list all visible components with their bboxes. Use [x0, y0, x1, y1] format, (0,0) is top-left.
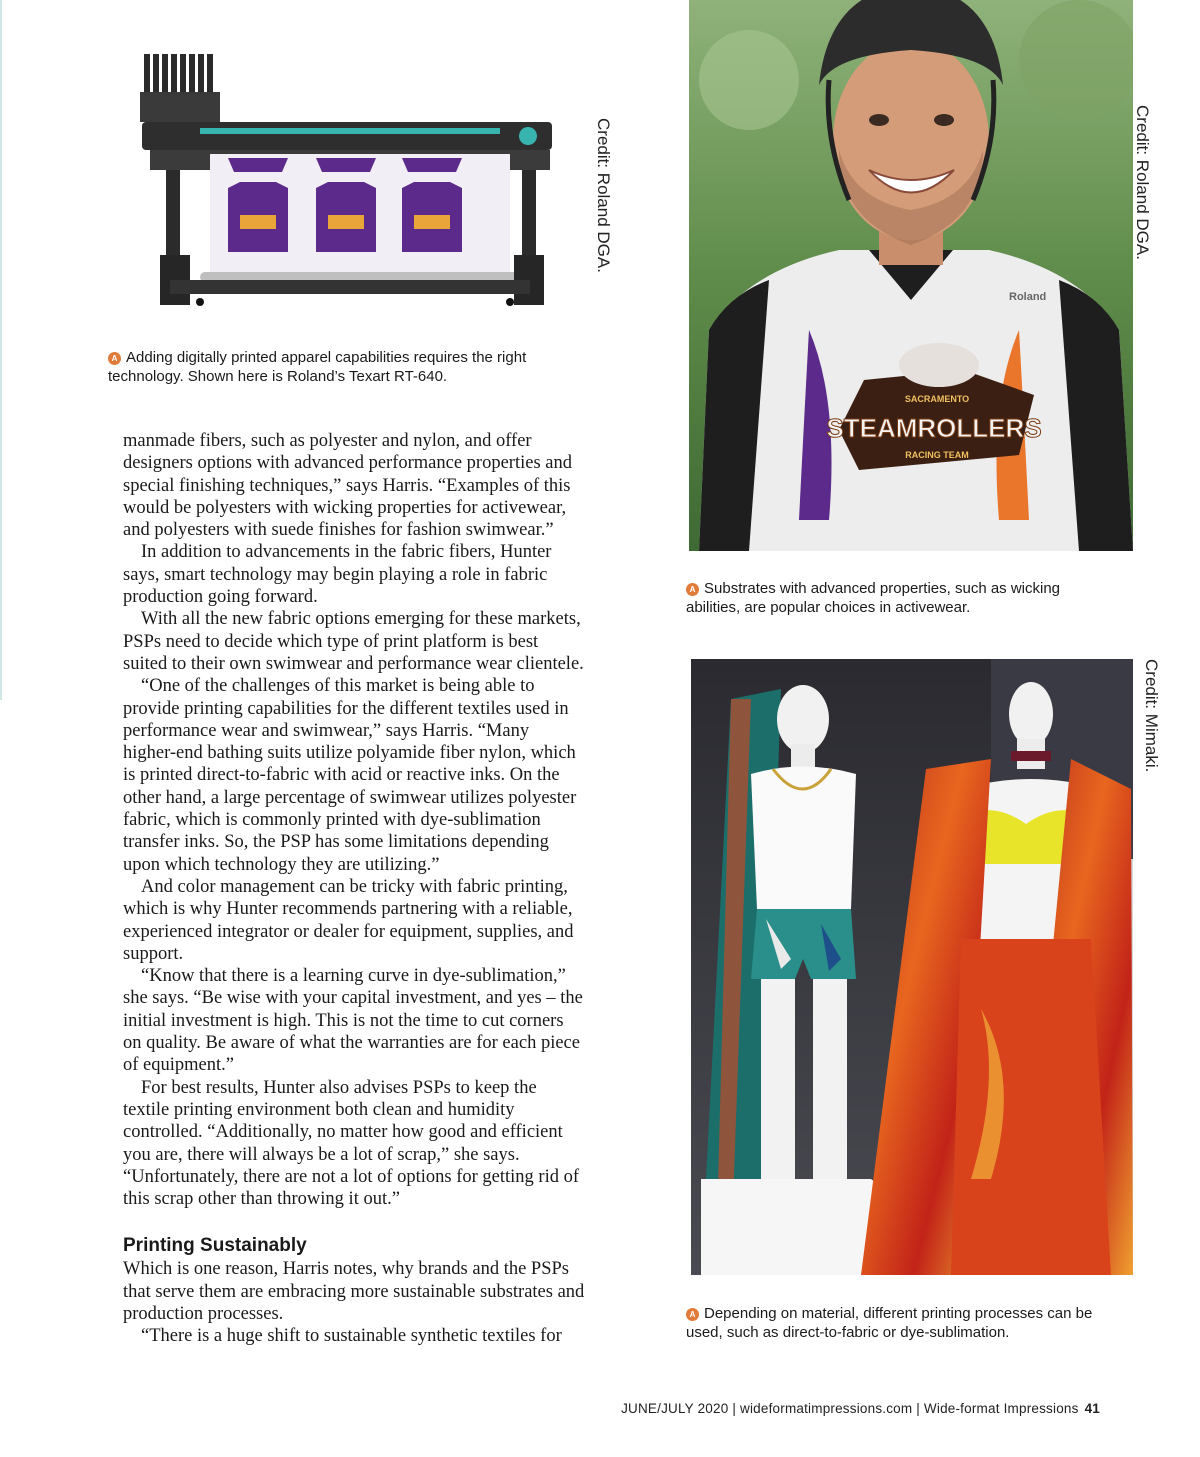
article-paragraph: “One of the challenges of this market is being able to provide printing capabilities for the different textiles used in performance wear and swimwear,” says Harris. “Many higher-end bathing suits utilize polyamide fiber nylon, which is printed direct-to-fabric with acid or reactive inks. On the other hand, a large percentage of swimwear utilizes polyester fabric, which is commonly printed with dye-sublimation transfer inks. So, the PSP has some limitations depending upon which technology they are utilizing.” [123, 676, 577, 875]
page-footer [621, 1401, 1100, 1416]
article-paragraph: “There is a huge shift to sustainable synthetic textiles for [141, 1326, 562, 1347]
mannequins-caption-text: Depending on material, different printing processes can be used, such as direct-to-fabric or dye-sublimation. [686, 1305, 1093, 1341]
printer-caption [108, 348, 548, 386]
jersey-sub-text: RACING TEAM [905, 450, 969, 460]
article-paragraph: In addition to advancements in the fabric fibers, Hunter says, smart technology may begin playing a role in fabric production going forward. [123, 542, 552, 608]
caption-marker-icon: A [686, 1308, 699, 1321]
cyclist-caption [686, 579, 1106, 617]
printer-credit: Credit: Roland DGA. [594, 118, 613, 273]
article-paragraph: For best results, Hunter also advises PSPs to keep the textile printing environment both clean and humidity controlled. “Additionally, no matter how good and efficient you are, there will always be a lot of scrap,” she says. “Unfortunately, there are not a lot of options for getting rid of this scrap other than throwing it out.” [123, 1077, 580, 1210]
cyclist-photo [689, 0, 1133, 551]
article-paragraph: manmade fibers, such as polyester and nylon, and offer designers options with advanced performance properties and special finishing techniques,” says Harris. “Examples of this would be polyesters with wicking properties for activewear, and polyesters with suede finishes for fashion swimwear.” [123, 431, 572, 541]
cyclist-caption-text: Substrates with advanced properties, such as wicking abilities, are popular choices in activewear. [686, 580, 1061, 616]
mannequins-credit: Credit: Mimaki. [1142, 659, 1161, 773]
caption-marker-icon: A [686, 583, 699, 596]
caption-marker-icon: A [108, 352, 121, 365]
printer-image [130, 40, 570, 320]
page-edge-line [0, 0, 2, 700]
mannequins-photo [691, 659, 1133, 1275]
article-paragraph: And color management can be tricky with fabric printing, which is why Hunter recommends partnering with a reliable, experienced integrator or dealer for equipment, supplies, and support. [123, 876, 574, 964]
article-paragraph: “Know that there is a learning curve in dye-sublimation,” she says. “Be wise with your capital investment, and yes – the initial investment is high. This is not the time to cut corners on quality. Be aware of what the warranties are for each piece of equipment.” [123, 966, 583, 1076]
article-paragraph: With all the new fabric options emerging for these markets, PSPs need to decide which type of print platform is best suited to their own swimwear and performance wear clientele. [123, 609, 584, 674]
section-heading: Printing Sustainably [123, 1235, 307, 1257]
footer-text: JUNE/JULY 2020 | wideformatimpressions.com | Wide-format Impressions [621, 1401, 1079, 1416]
article-body [123, 430, 585, 1348]
jersey-brand-text: Roland [1009, 291, 1047, 303]
cyclist-credit: Credit: Roland DGA. [1133, 105, 1152, 260]
jersey-team-text: STEAMROLLERS [826, 413, 1042, 443]
page-number: 41 [1084, 1401, 1100, 1416]
article-paragraph: Which is one reason, Harris notes, why brands and the PSPs that serve them are embracing more sustainable substrates and production processes. [123, 1259, 585, 1324]
mannequins-caption [686, 1304, 1106, 1342]
printer-caption-text: Adding digitally printed apparel capabilities requires the right technology. Shown here is Roland’s Texart RT-640. [108, 349, 527, 385]
jersey-city-text: SACRAMENTO [904, 394, 970, 404]
